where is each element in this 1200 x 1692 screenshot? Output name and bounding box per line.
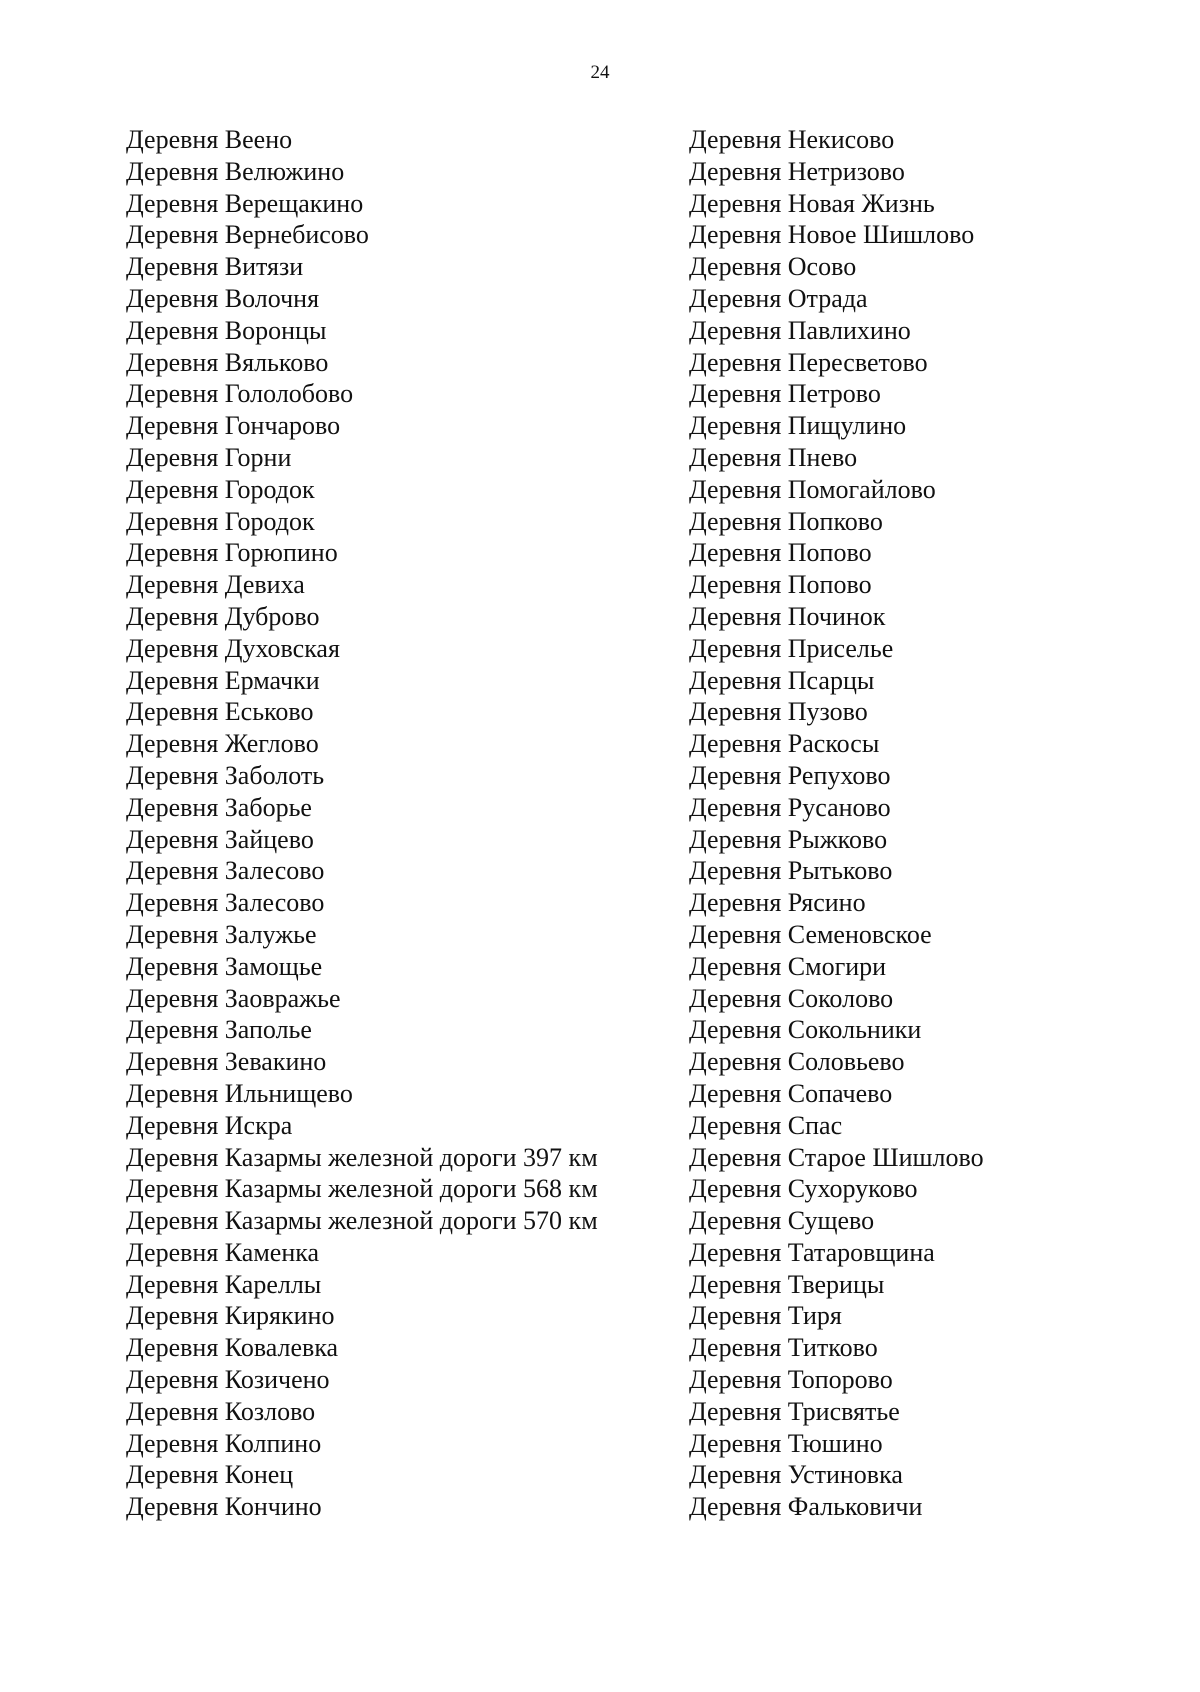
right-column-item: Деревня Сокольники xyxy=(689,1015,922,1045)
left-column-item: Деревня Колпино xyxy=(126,1428,322,1458)
right-column-item: Деревня Тверицы xyxy=(689,1269,885,1299)
right-column-item: Деревня Смогири xyxy=(689,951,887,981)
left-column-item: Деревня Витязи xyxy=(126,252,304,282)
left-column-item: Деревня Заборье xyxy=(126,792,312,822)
right-column-item: Деревня Рытьково xyxy=(689,856,893,886)
right-column-item: Деревня Попково xyxy=(689,506,883,536)
page-number: 24 xyxy=(590,62,610,83)
right-column-item: Деревня Семеновское xyxy=(689,919,932,949)
right-column-item: Деревня Сопачево xyxy=(689,1078,893,1108)
right-column-list xyxy=(689,124,984,1523)
left-column-item: Деревня Козлово xyxy=(126,1396,316,1426)
right-column-item: Деревня Рыжково xyxy=(689,824,888,854)
right-column-item: Деревня Сущево xyxy=(689,1206,875,1236)
left-column-item: Деревня Казармы железной дороги 570 км xyxy=(126,1206,598,1236)
left-column-item: Деревня Верещакино xyxy=(126,188,364,218)
right-column-item: Деревня Попово xyxy=(689,538,872,568)
left-column-item: Деревня Кирякино xyxy=(126,1301,335,1331)
right-column-item: Деревня Новое Шишлово xyxy=(689,220,975,250)
left-column-item: Деревня Конец xyxy=(126,1460,294,1490)
right-column-item: Деревня Павлихино xyxy=(689,315,911,345)
left-column-item: Деревня Кончино xyxy=(126,1492,322,1522)
right-column-item: Деревня Старое Шишлово xyxy=(689,1142,984,1172)
left-column-item: Деревня Заполье xyxy=(126,1015,312,1045)
left-column-item: Деревня Велюжино xyxy=(126,156,345,186)
left-column-item: Деревня Веено xyxy=(126,125,293,154)
left-column-item: Деревня Вернебисово xyxy=(126,220,369,250)
left-column-item: Деревня Залесово xyxy=(126,856,325,886)
left-column-item: Деревня Замощье xyxy=(126,951,323,981)
left-column-item: Деревня Жеглово xyxy=(126,729,319,759)
left-column-list xyxy=(126,124,598,1523)
left-column-item: Деревня Зевакино xyxy=(126,1047,327,1077)
left-column-item: Деревня Ильнищево xyxy=(126,1078,353,1108)
right-column-item: Деревня Пузово xyxy=(689,697,868,727)
left-column-item: Деревня Горюпино xyxy=(126,538,338,568)
right-column-item: Деревня Пищулино xyxy=(689,411,907,441)
right-column-item: Деревня Помогайлово xyxy=(689,474,936,504)
left-column-item: Деревня Залесово xyxy=(126,888,325,918)
left-column-item: Деревня Казармы железной дороги 397 км xyxy=(126,1142,598,1172)
right-column-item: Деревня Раскосы xyxy=(689,729,880,759)
right-column-item: Деревня Пересветово xyxy=(689,347,928,377)
right-column-item: Деревня Спас xyxy=(689,1110,843,1140)
right-column-item: Деревня Трисвятье xyxy=(689,1396,900,1426)
left-column-item: Деревня Искра xyxy=(126,1110,293,1140)
left-column-item: Деревня Ковалевка xyxy=(126,1333,339,1363)
left-column-item: Деревня Зайцево xyxy=(126,824,314,854)
right-column-item: Деревня Соловьево xyxy=(689,1047,905,1077)
right-column-item: Деревня Нетризово xyxy=(689,156,905,186)
right-column-item: Деревня Фальковичи xyxy=(689,1492,923,1522)
left-column-item: Деревня Гололобово xyxy=(126,379,354,409)
right-column-item: Деревня Осово xyxy=(689,252,857,282)
left-column-item: Деревня Волочня xyxy=(126,283,320,313)
left-column-item: Деревня Заболоть xyxy=(126,760,325,790)
left-column-item: Деревня Вяльково xyxy=(126,347,329,377)
right-column-item: Деревня Рясино xyxy=(689,888,866,918)
left-column-item: Деревня Заовражье xyxy=(126,983,341,1013)
left-column-item: Деревня Каменка xyxy=(126,1237,320,1267)
right-column-item: Деревня Устиновка xyxy=(689,1460,903,1490)
left-column-item: Деревня Еськово xyxy=(126,697,314,727)
right-column-item: Деревня Титково xyxy=(689,1333,878,1363)
left-column-item: Деревня Девиха xyxy=(126,570,305,600)
left-column-item: Деревня Дуброво xyxy=(126,601,320,631)
right-column-item: Деревня Тиря xyxy=(689,1301,842,1331)
right-column-item: Деревня Соколово xyxy=(689,983,894,1013)
left-column-item: Деревня Городок xyxy=(126,474,315,504)
right-column-item: Деревня Пнево xyxy=(689,442,858,472)
right-column-item: Деревня Тюшино xyxy=(689,1428,883,1458)
left-column-item: Деревня Залужье xyxy=(126,919,317,949)
left-column-item: Деревня Городок xyxy=(126,506,315,536)
left-column-item: Деревня Казармы железной дороги 568 км xyxy=(126,1174,598,1204)
right-column-item: Деревня Репухово xyxy=(689,760,891,790)
right-column-item: Деревня Петрово xyxy=(689,379,881,409)
left-column-item: Деревня Ермачки xyxy=(126,665,320,695)
right-column-item: Деревня Новая Жизнь xyxy=(689,188,935,218)
right-column-item: Деревня Приселье xyxy=(689,633,894,663)
right-column-item: Деревня Сухоруково xyxy=(689,1174,918,1204)
right-column-item: Деревня Отрада xyxy=(689,283,868,313)
left-column-item: Деревня Козичено xyxy=(126,1365,330,1395)
right-column-item: Деревня Попово xyxy=(689,570,872,600)
left-column-item: Деревня Горни xyxy=(126,442,292,472)
left-column-item: Деревня Кареллы xyxy=(126,1269,322,1299)
left-column-item: Деревня Воронцы xyxy=(126,315,327,345)
right-column-item: Деревня Починок xyxy=(689,601,886,631)
right-column-item: Деревня Топорово xyxy=(689,1365,893,1395)
right-column-item: Деревня Псарцы xyxy=(689,665,875,695)
right-column-item: Деревня Татаровщина xyxy=(689,1237,935,1267)
left-column-item: Деревня Духовская xyxy=(126,633,340,663)
left-column-item: Деревня Гончарово xyxy=(126,411,341,441)
right-column-item: Деревня Некисово xyxy=(689,125,895,154)
right-column-item: Деревня Русаново xyxy=(689,792,891,822)
